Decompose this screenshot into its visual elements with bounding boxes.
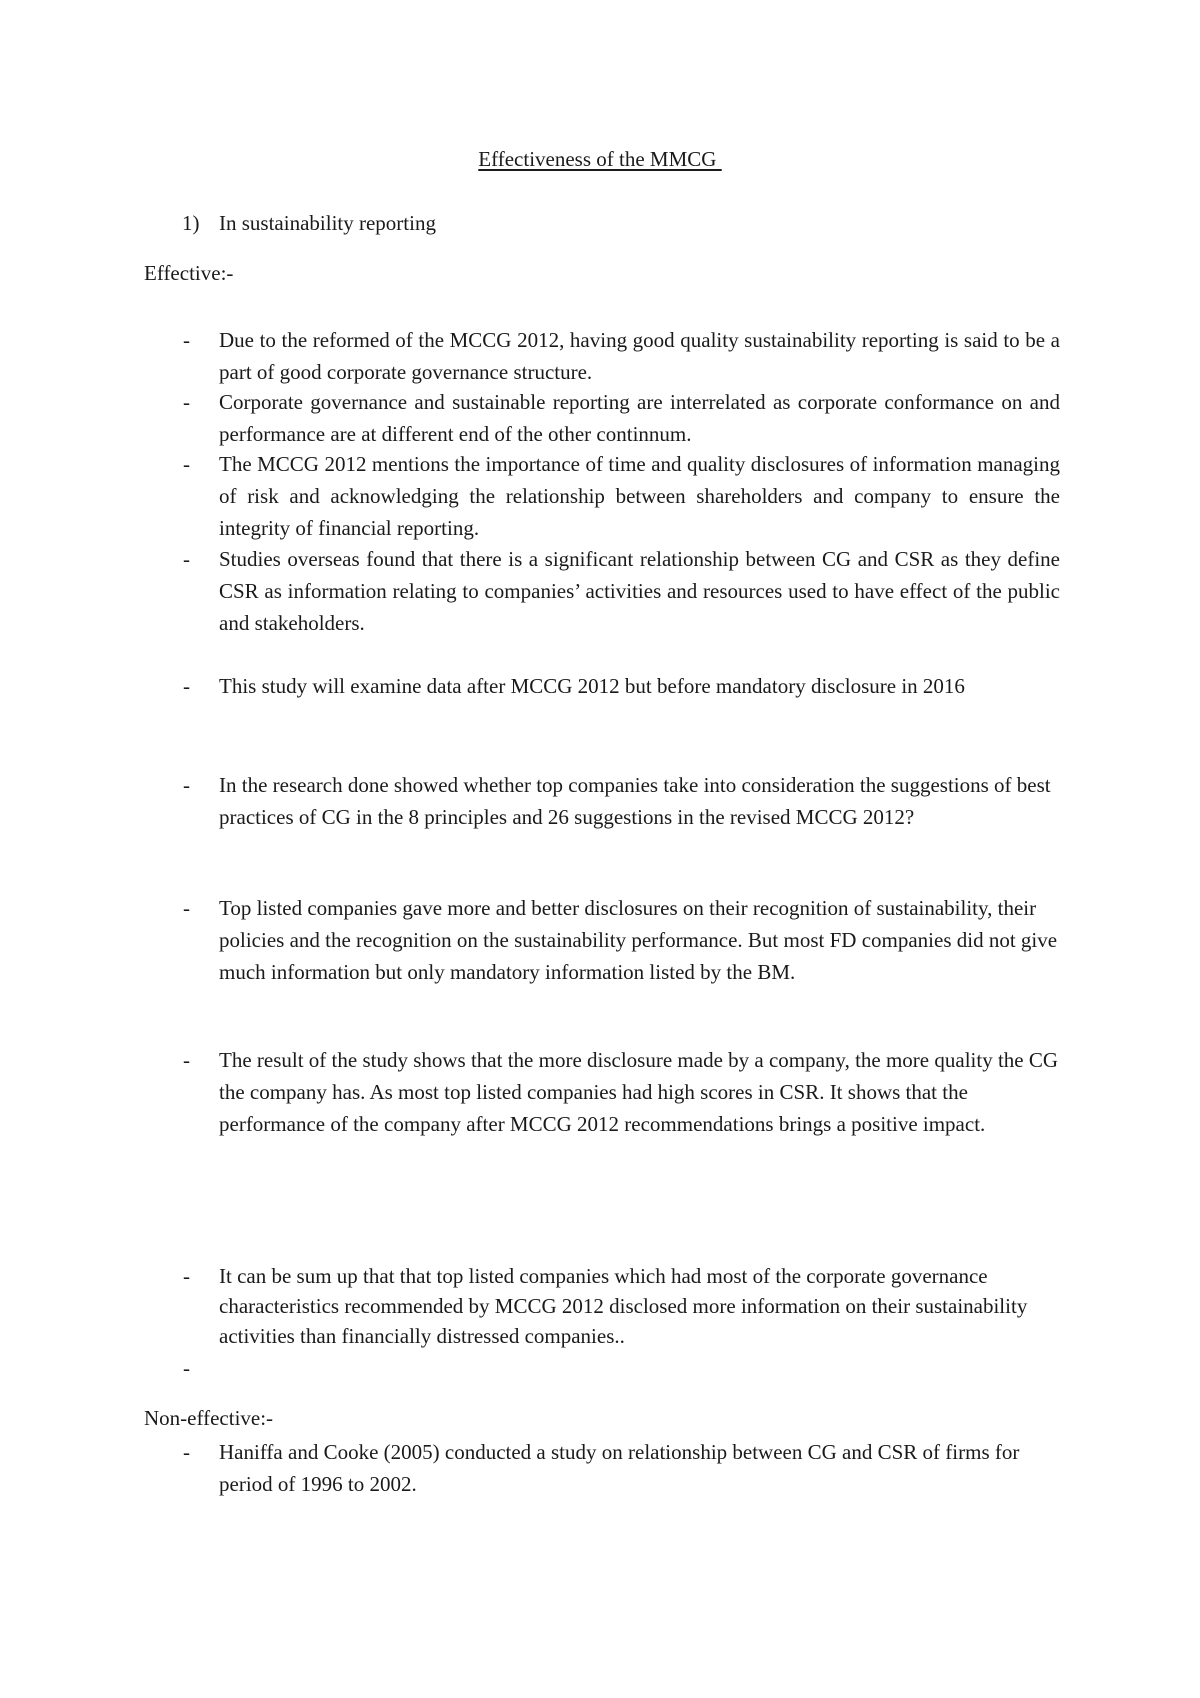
point-text: Haniffa and Cooke (2005) conducted a study on relationship between CG and CSR of firms for period of 1996 to 2002. <box>219 1440 1020 1496</box>
bullet-dash: - <box>183 1264 190 1288</box>
bullet-dash: - <box>183 390 190 414</box>
effective-heading: Effective:- <box>144 261 234 285</box>
bullet-dash: - <box>183 1048 190 1072</box>
point-text: Due to the reformed of the MCCG 2012, having good quality sustainability reporting is said to be a part of good corporate governance structure. <box>219 328 1060 384</box>
document-title: Effectiveness of the MMCG <box>478 147 722 171</box>
bullet-dash: - <box>183 452 190 476</box>
bullet-dash: - <box>183 773 190 797</box>
non-effective-heading: Non-effective:- <box>144 1406 274 1430</box>
point-text: In the research done showed whether top companies take into consideration the suggestions of best practices of CG in the 8 principles and 26 suggestions in the revised MCCG 2012? <box>219 773 1051 829</box>
bullet-dash: - <box>183 1440 190 1464</box>
point-text: It can be sum up that that top listed companies which had most of the corporate governance characteristics recommended by MCCG 2012 disclosed more information on their sustainability activities than financially distressed companies.. <box>219 1264 1028 1348</box>
bullet-dash: - <box>183 896 190 920</box>
bullet-dash: - <box>183 547 190 571</box>
point-text: The result of the study shows that the more disclosure made by a company, the more quality the CG the company has. As most top listed companies had high scores in CSR. It shows that the performance of the company after MCCG 2012 recommendations brings a positive impact. <box>219 1048 1059 1136</box>
section-text: In sustainability reporting <box>219 211 436 235</box>
point-text: Top listed companies gave more and better disclosures on their recognition of sustainability, their policies and the recognition on the sustainability performance. But most FD companies did not give much information but only mandatory information listed by the BM. <box>219 896 1058 984</box>
bullet-dash: - <box>183 674 190 698</box>
point-text: The MCCG 2012 mentions the importance of time and quality disclosures of information managing of risk and acknowledging the relationship between shareholders and company to ensure the integrity of financial reporting. <box>219 452 1060 540</box>
bullet-dash: - <box>183 328 190 352</box>
point-text: Corporate governance and sustainable reporting are interrelated as corporate conformance on and performance are at different end of the other continnum. <box>219 390 1060 446</box>
section-number: 1) <box>182 211 200 235</box>
point-text: This study will examine data after MCCG 2012 but before mandatory disclosure in 2016 <box>219 674 965 698</box>
bullet-dash: - <box>183 1356 190 1380</box>
point-text: Studies overseas found that there is a significant relationship between CG and CSR as they define CSR as information relating to companies’ activities and resources used to have effect of the public and stakeholders. <box>219 547 1060 635</box>
